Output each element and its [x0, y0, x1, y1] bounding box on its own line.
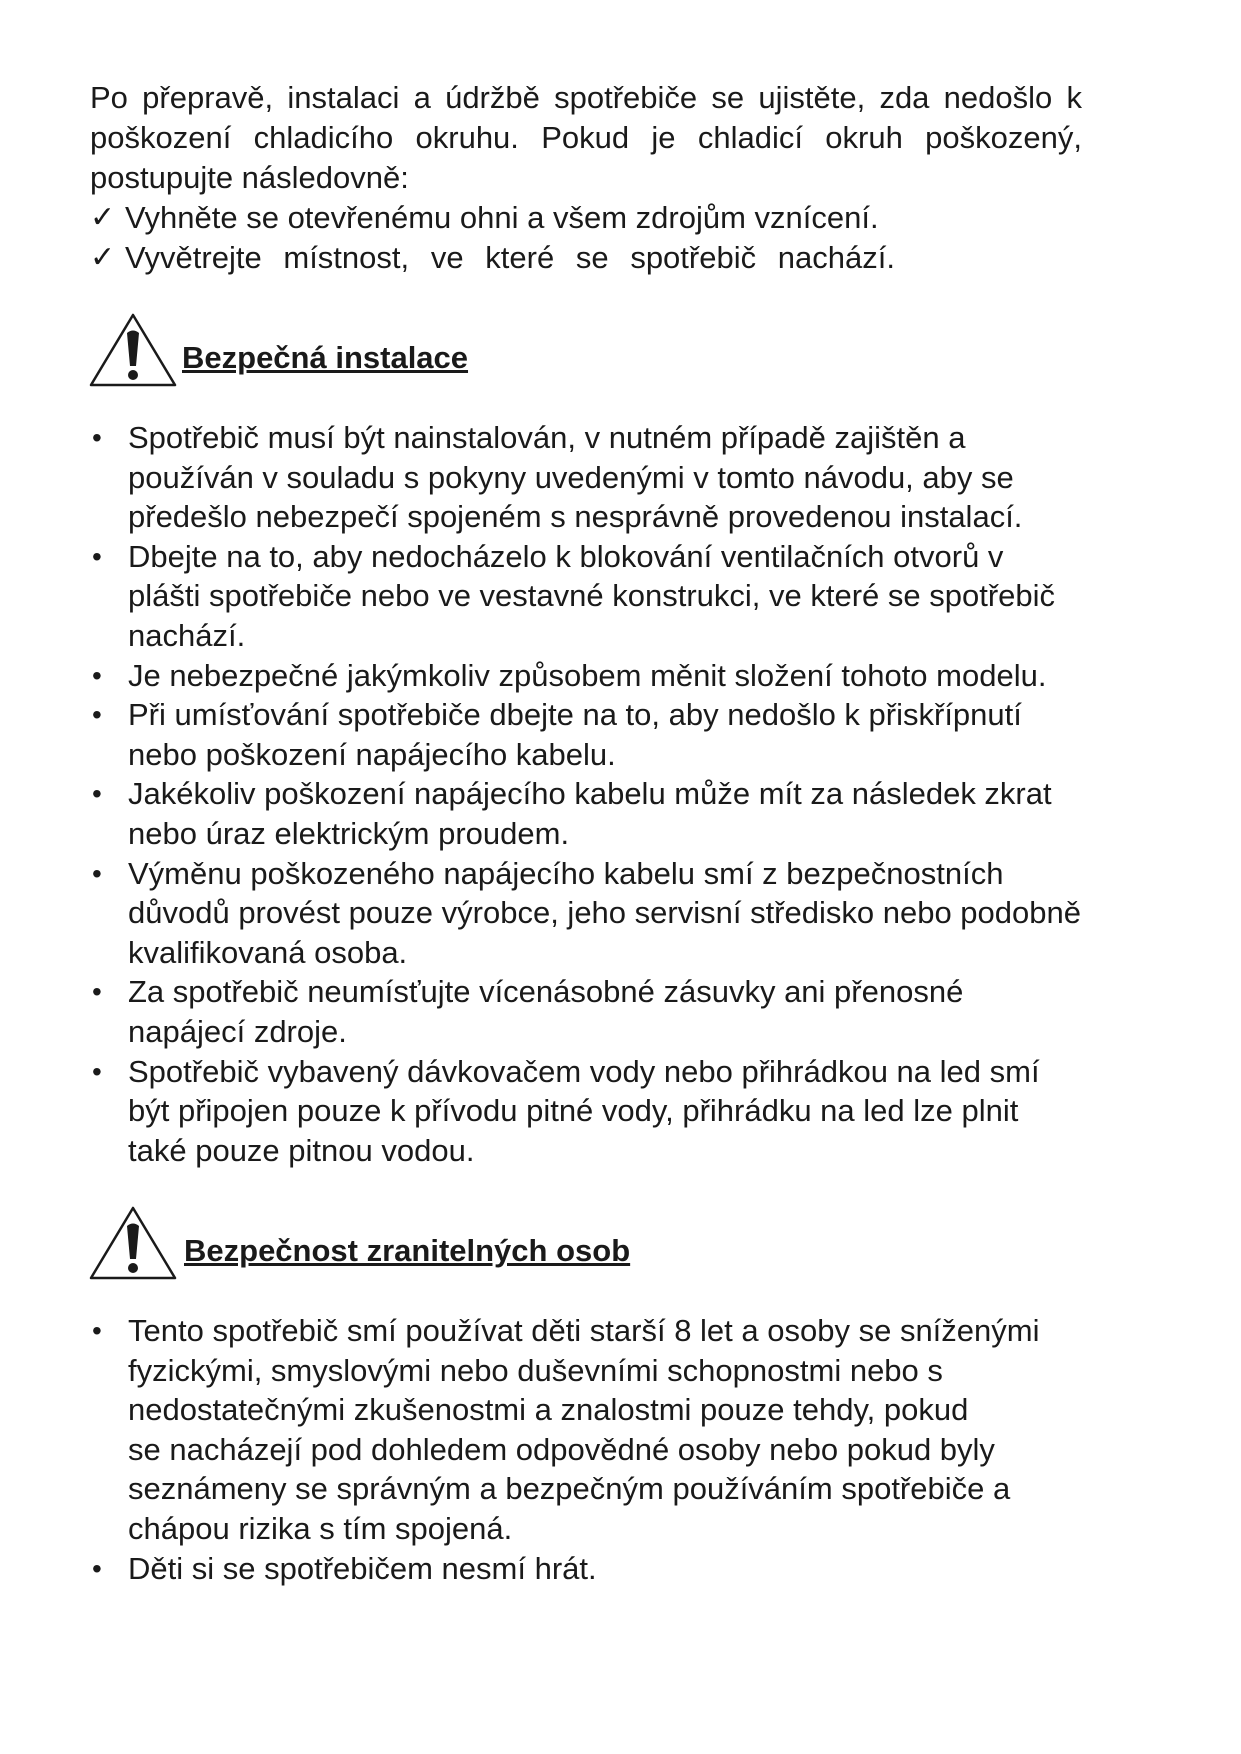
list-item-line: Tento spotřebič smí používat děti starší 8 let a osoby se sníženými — [128, 1313, 1040, 1348]
bullet-icon: • — [92, 1552, 102, 1584]
section-heading: Bezpečnost zranitelných osob — [184, 1233, 631, 1268]
list-item-line: předešlo nebezpečí spojeném s nesprávně provedenou instalací. — [128, 499, 1023, 535]
check-item: Vyvětrejte místnost, ve které se spotřebič nachází. — [125, 240, 895, 275]
list-item-line: nebo úraz elektrickým proudem. — [128, 816, 570, 851]
list-item-line: Spotřebič musí být nainstalován, v nutném případě zajištěn a — [128, 420, 966, 455]
list-item-line: Za spotřebič neumísťujte vícenásobné zásuvky ani přenosné — [128, 974, 964, 1010]
list-item-line: používán v souladu s pokyny uvedenými v tomto návodu, aby se — [128, 459, 1014, 495]
bullet-icon: • — [92, 659, 102, 691]
check-mark-icon: ✓ — [90, 241, 116, 274]
bullet-icon: • — [92, 976, 102, 1008]
bullet-icon: • — [92, 857, 102, 889]
list-item-line: důvodů provést pouze výrobce, jeho servisní středisko nebo podobně — [128, 895, 1081, 931]
bullet-icon: • — [92, 422, 102, 453]
list-item-line: seznámeny se správným a bezpečným používáním spotřebiče a — [128, 1471, 1011, 1507]
list-item-line: nedostatečnými zkušenostmi a znalostmi pouze tehdy, pokud — [128, 1392, 969, 1428]
check-mark-icon: ✓ — [90, 201, 116, 234]
intro-line: poškození chladicího okruhu. Pokud je chladicí okruh poškozený, — [90, 120, 1082, 155]
list-item-line: kvalifikovaná osoba. — [128, 934, 408, 970]
bullet-icon: • — [92, 699, 102, 731]
list-item-line: být připojen pouze k přívodu pitné vody, přihrádku na led lze plnit — [128, 1093, 1019, 1129]
bullet-icon: • — [92, 1055, 102, 1087]
intro-line: Po přepravě, instalaci a údržbě spotřebiče se ujistěte, zda nedošlo k — [90, 80, 1082, 115]
list-item-line: také pouze pitnou vodou. — [128, 1132, 475, 1168]
list-item-line: Je nebezpečné jakýmkoliv způsobem měnit složení tohoto modelu. — [128, 657, 1047, 693]
list-item-line: napájecí zdroje. — [128, 1014, 347, 1049]
intro-line: postupujte následovně: — [90, 160, 409, 195]
list-item-line: Děti si se spotřebičem nesmí hrát. — [128, 1550, 597, 1586]
bullet-icon: • — [92, 778, 102, 810]
list-item-line: nachází. — [128, 618, 246, 653]
list-item-line: se nacházejí pod dohledem odpovědné osoby nebo pokud byly — [128, 1431, 995, 1467]
list-item-line: Jakékoliv poškození napájecího kabelu může mít za následek zkrat — [128, 776, 1052, 812]
bullet-icon: • — [92, 1315, 102, 1346]
list-item-line: Dbejte na to, aby nedocházelo k blokování ventilačních otvorů v — [128, 538, 1004, 574]
warning-triangle-icon — [88, 1205, 178, 1281]
list-item-line: Spotřebič vybavený dávkovačem vody nebo přihrádkou na led smí — [128, 1053, 1040, 1089]
list-item-line: plášti spotřebiče nebo ve vestavné konstrukci, ve které se spotřebič — [128, 578, 1056, 614]
list-item-line: fyzickými, smyslovými nebo duševními schopnostmi nebo s — [128, 1352, 943, 1388]
check-item: Vyhněte se otevřenému ohni a všem zdrojům vznícení. — [125, 200, 879, 235]
section-heading: Bezpečná instalace — [182, 340, 469, 375]
list-item-line: nebo poškození napájecího kabelu. — [128, 736, 616, 772]
list-item-line: chápou rizika s tím spojená. — [128, 1511, 513, 1546]
bullet-icon: • — [92, 540, 102, 572]
list-item-line: Při umísťování spotřebiče dbejte na to, aby nedošlo k přiskřípnutí — [128, 697, 1022, 733]
list-item-line: Výměnu poškozeného napájecího kabelu smí z bezpečnostních — [128, 855, 1004, 891]
warning-triangle-icon — [88, 312, 178, 388]
